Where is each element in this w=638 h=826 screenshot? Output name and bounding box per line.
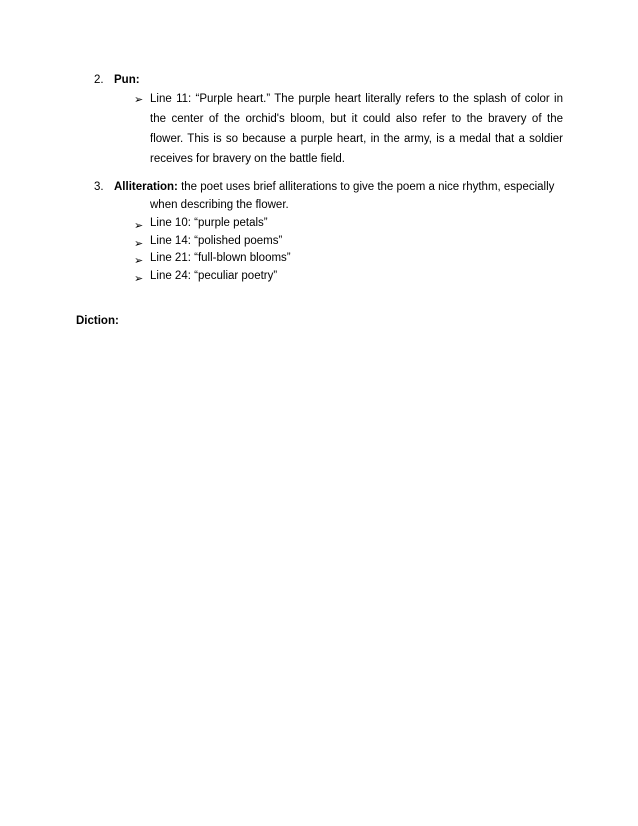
alliteration-intro-line2: when describing the flower.: [150, 199, 289, 211]
alliteration-bullet-2: Line 14: “polished poems”: [150, 235, 283, 247]
item-title-alliteration: Alliteration:: [114, 181, 178, 193]
arrow-bullet-icon: ➢: [134, 273, 144, 285]
alliteration-bullet-3: Line 21: “full-blown blooms”: [150, 252, 291, 264]
pun-bullet-text: Line 11: “Purple heart.” The purple heart literally refers to the splash of color in the center of the orchid's bloom, but it could also refer to the bravery of the flower. This is so because a purple heart, in the army, is a medal that a soldier receives for bravery on the battle field.: [150, 93, 563, 165]
item-title-pun: Pun:: [114, 74, 140, 86]
section-heading-diction: Diction:: [76, 315, 119, 327]
alliteration-bullet-4: Line 24: “peculiar poetry”: [150, 270, 278, 282]
alliteration-intro-text: the poet uses brief alliterations to give the poem a nice rhythm, especially: [181, 181, 555, 193]
arrow-bullet-icon: ➢: [134, 238, 144, 250]
list-number-alliteration: 3.: [94, 181, 104, 193]
arrow-bullet-icon: ➢: [134, 94, 144, 106]
arrow-bullet-icon: ➢: [134, 220, 144, 232]
arrow-bullet-icon: ➢: [134, 255, 144, 267]
alliteration-intro-line1: [114, 181, 554, 193]
alliteration-bullet-1: Line 10: “purple petals”: [150, 217, 268, 229]
list-number-pun: 2.: [94, 74, 104, 86]
